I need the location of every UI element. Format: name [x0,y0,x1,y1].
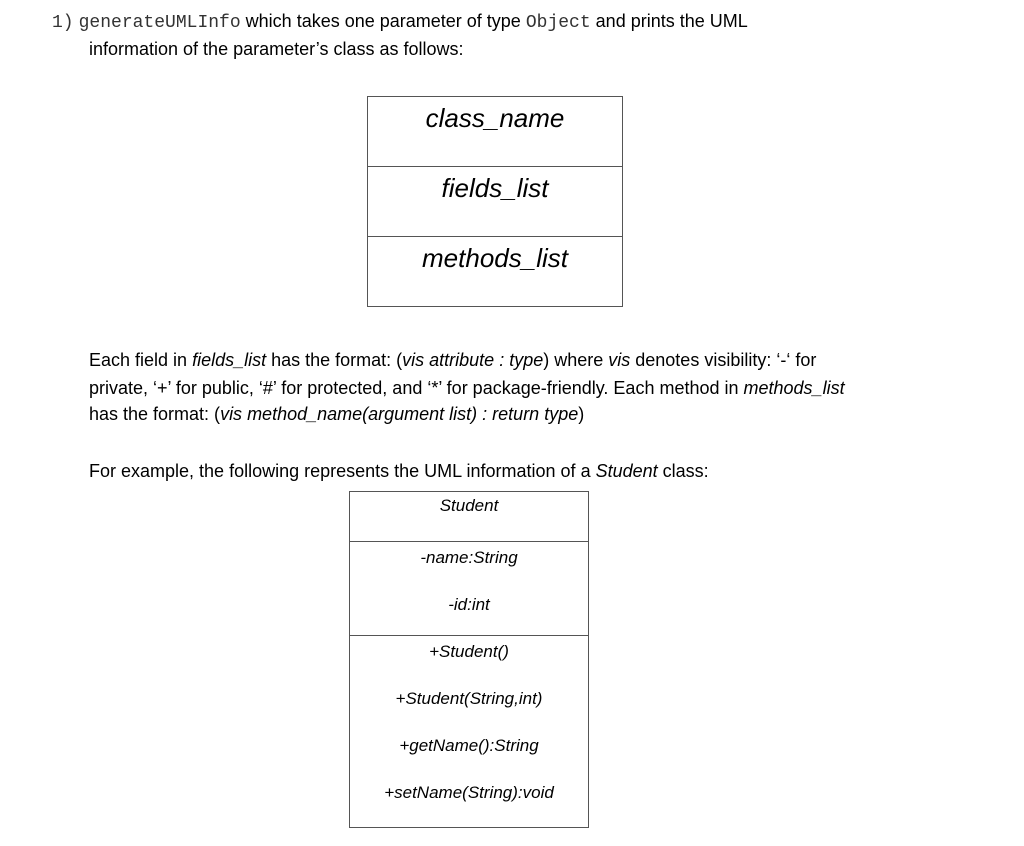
desc-text: has the format: ( [89,404,221,424]
uml-example-method: +getName():String [399,736,539,755]
method-name-code: generateUMLInfo [78,13,241,33]
intro-text-a: which takes one parameter of type [245,11,521,31]
intro-line-1 [52,10,748,34]
uml-example-method: +setName(String):void [384,783,554,802]
uml-example-method: +Student(String,int) [395,689,543,708]
description-line-1 [89,349,816,371]
uml-class-name-cell: class_name [425,103,565,133]
type-name-code: Object [525,13,591,33]
desc-text: has the format: ( [266,350,403,370]
desc-italic: vis method_name(argument list) : return type [220,404,579,424]
uml-example-methods-section [350,635,588,827]
uml-example-diagram [349,491,589,828]
uml-example-field: -name:String [420,548,518,567]
uml-example-method: +Student() [429,642,509,661]
uml-template-diagram [367,96,623,307]
desc-text: denotes visibility: ‘-‘ for [630,350,817,370]
uml-example-field: -id:int [448,595,490,614]
desc-italic: vis attribute : type [402,350,544,370]
desc-text: ) where [543,350,609,370]
intro-line-2: information of the parameter’s class as follows: [89,39,464,59]
example-intro [89,460,709,482]
desc-text: ) [578,404,585,424]
description-line-2 [89,377,845,399]
description-line-3 [89,403,584,425]
desc-text: Each field in [89,350,193,370]
list-number: 1) [52,13,74,33]
uml-methods-list-cell: methods_list [368,236,622,306]
desc-italic: fields_list [192,350,267,370]
desc-italic: vis [608,350,631,370]
uml-example-name-section [350,492,588,541]
desc-text: private, ‘+’ for public, ‘#’ for protected, and ‘*’ for package-friendly. Each method in [89,378,744,398]
uml-example-fields-section [350,541,588,635]
uml-fields-list-cell: fields_list [368,166,622,236]
example-text: For example, the following represents the UML information of a [89,461,596,481]
example-text: class: [657,461,709,481]
example-class-italic: Student [595,461,658,481]
uml-example-class-name: Student [439,496,499,515]
intro-text-b: and prints the UML [595,11,748,31]
desc-italic: methods_list [743,378,845,398]
